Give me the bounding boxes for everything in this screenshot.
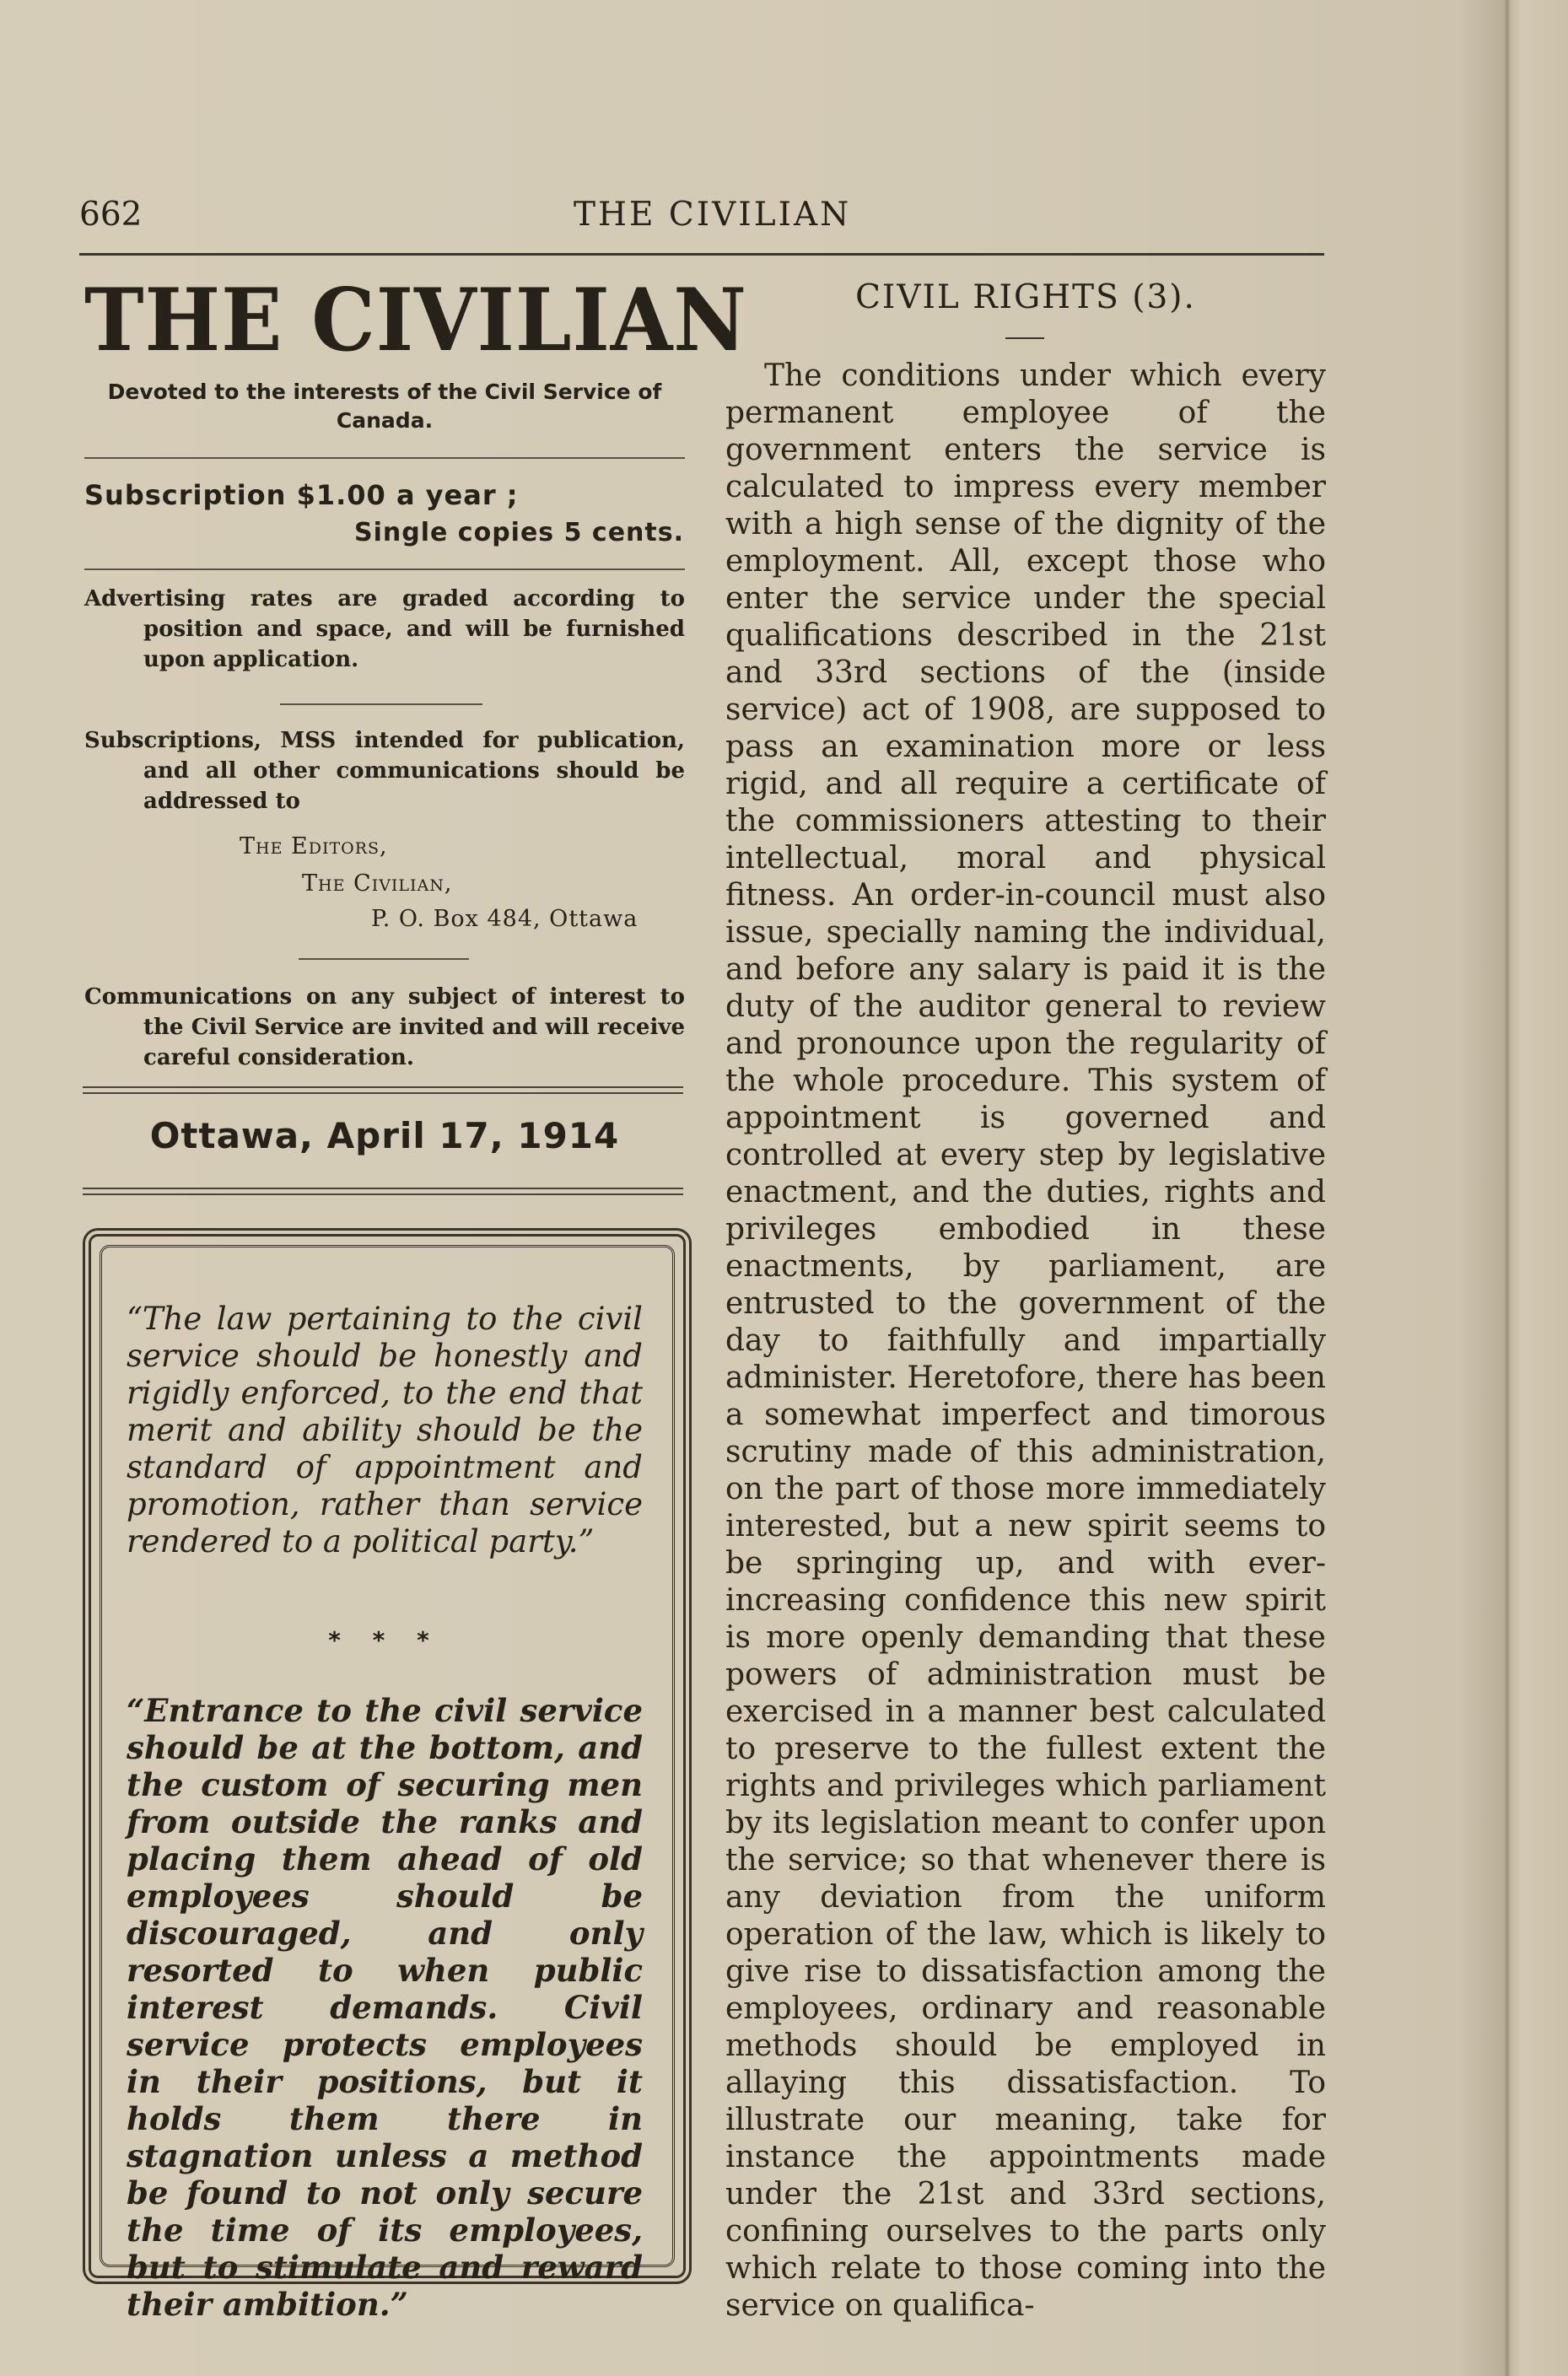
short-divider [299, 958, 469, 960]
quote-separator: * * * [328, 1626, 441, 1654]
title-dash [1005, 337, 1044, 339]
page-number: 662 [79, 196, 143, 234]
subscription-price: Subscription $1.00 a year ; [84, 479, 519, 511]
running-head: THE CIVILIAN [574, 196, 852, 234]
article-body: The conditions under which every permanent employee of the government enters the service is calculated to impress every member with a high sense of the dignity of the employment. All, except those who enter the service under the special qualifications described in the 21st and 33rd sections of the (inside service) act of 1908, are supposed to pass an examination more or less rigid, and all require a certificate of the commissioners attesting to their intellectual, moral and physical fitness. An order-in-council must also issue, specially naming the individual, and before any salary is paid it is the duty of the auditor general to review and pronounce upon the regularity of the whole procedure. This system of appointment is governed and controlled at every step by legislative enactment, and the duties, rights and privileges embodied in these enactments, by parliament, are entrusted to the government of the day to faithfully and impartially administer. Heretofore, there has been a somewhat imperfect and timorous scrutiny made of this administration, on the part of those more immediately interested, but a new spirit seems to be springing up, and with ever-increasing confidence this new spirit is more openly demanding that these powers of administration must be exercised in a manner best calculated to preserve to the fullest extent the rights and privileges which parliament by its legislation meant to confer upon the service; so that whenever there is any deviation from the uniform operation of the law, which is likely to give rise to dissatisfaction among the employees, ordinary and reasonable methods should be employed in allaying this dissatisfaction. To illustrate our meaning, take for instance the appointments made under the 21st and 33rd sections, confining ourselves to the parts only which relate to those coming into the service on qualifica- [725, 358, 1326, 2323]
masthead-tagline: Devoted to the interests of the Civil Service of Canada. [107, 380, 662, 433]
article-title: CIVIL RIGHTS (3). [855, 278, 1196, 316]
communications-notice: Communications on any subject of interest to the Civil Service are invited and will receive careful consideration. [84, 984, 685, 1070]
double-rule [83, 1086, 683, 1094]
subscriptions-notice: Subscriptions, MSS intended for publication, and all other communications should be addressed to [84, 728, 685, 814]
quote-entrance: “Entrance to the civil service should be at the bottom, and the custom of securing men from outside the ranks and placing them ahead of old employees should be discouraged, and only resorted to when public interest demands. Civil service protects employees in their positions, but it holds them there in stagnation unless a method be found to not only secure the time of its employees, but to stimulate and reward their ambition.” [127, 1692, 643, 2323]
header-rule [79, 253, 1324, 256]
issue-date: Ottawa, April 17, 1914 [149, 1115, 620, 1156]
address-editors: The Editors, [240, 833, 388, 859]
short-divider [280, 703, 482, 705]
divider [84, 457, 685, 459]
single-copy-price: Single copies 5 cents. [354, 518, 684, 547]
quote-law: “The law pertaining to the civil service should be honestly and rigidly enforced, to the end that merit and ability should be the standard of appointment and promotion, rather than service rendered to a political party.” [127, 1301, 643, 1560]
address-po-box: P. O. Box 484, Ottawa [371, 906, 639, 932]
double-rule [83, 1188, 683, 1195]
divider [84, 568, 685, 570]
page-edge-shadow [1504, 0, 1511, 2376]
masthead-title: THE CIVILIAN [84, 270, 747, 371]
address-civilian: The Civilian, [302, 870, 453, 897]
advertising-notice: Advertising rates are graded according to position and space, and will be furnished upon application. [84, 586, 685, 672]
